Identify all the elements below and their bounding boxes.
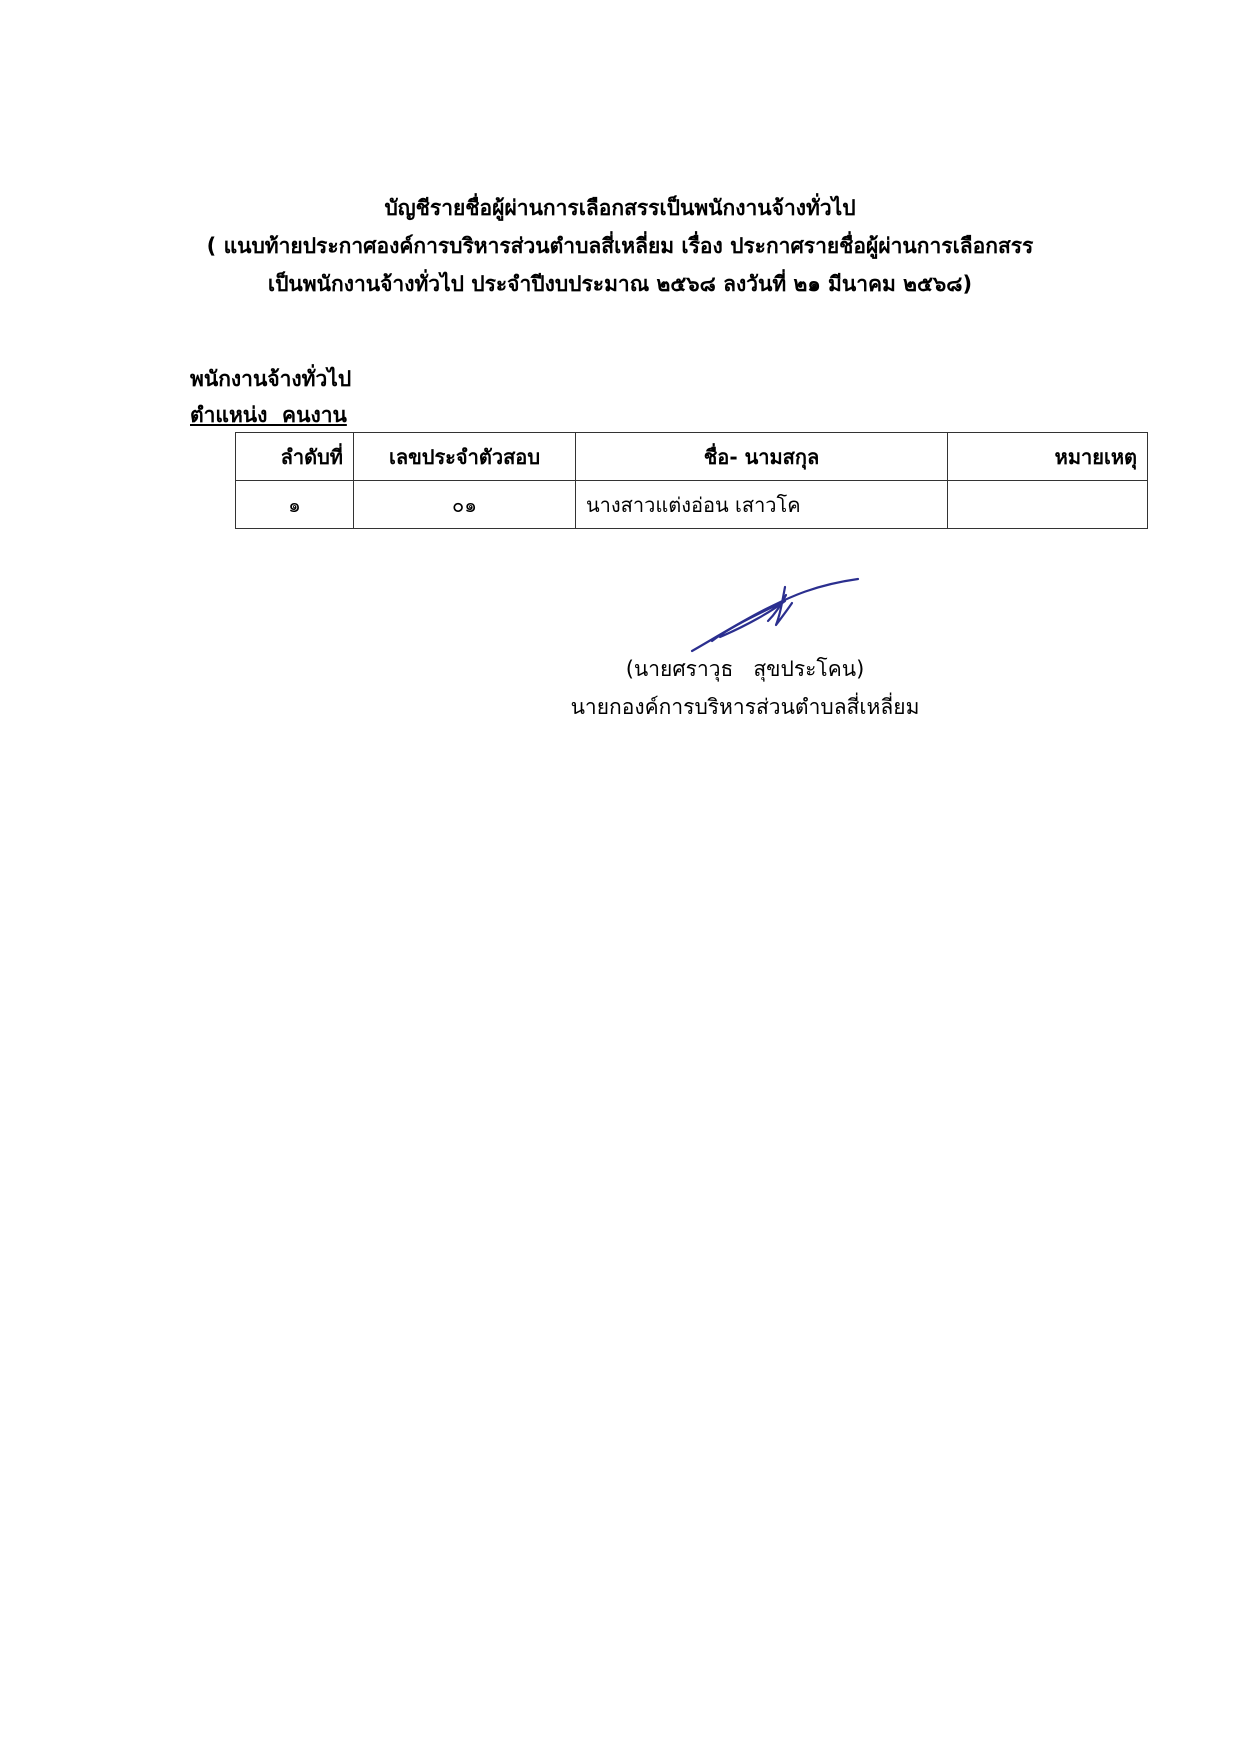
signer-name: (นายศราวุธ สุขประโคน) <box>625 657 865 681</box>
document-title-line-2: ( แนบท้ายประกาศองค์การบริหารส่วนตำบลสี่เหลี่ยม เรื่อง ประกาศรายชื่อผู้ผ่านการเลือกสรร <box>206 234 1034 258</box>
position-line: ตำแหน่ง คนงาน <box>190 403 347 427</box>
column-header-remarks: หมายเหตุ <box>948 433 1148 481</box>
signature-stroke-loop <box>712 601 785 641</box>
signature-strokes <box>692 579 858 651</box>
cell-full-name: นางสาวแต่งอ่อน เสาวโค <box>576 481 948 529</box>
table-row <box>236 481 1148 529</box>
signer-title: นายกองค์การบริหารส่วนตำบลสี่เหลี่ยม <box>570 695 920 719</box>
document-title-line-1: บัญชีรายชื่อผู้ผ่านการเลือกสรรเป็นพนักงานจ้างทั่วไป <box>384 196 856 220</box>
cell-order: ๑ <box>236 481 354 529</box>
section-heading: พนักงานจ้างทั่วไป <box>190 367 352 391</box>
document-title-line-3: เป็นพนักงานจ้างทั่วไป ประจำปีงบประมาณ ๒๕๖๘ ลงวันที่ ๒๑ มีนาคม ๒๕๖๘) <box>267 272 973 296</box>
signature-stroke-main <box>692 579 858 651</box>
cell-exam-id: ๐๑ <box>354 481 576 529</box>
column-header-full-name: ชื่อ- นามสกุล <box>576 433 948 481</box>
table-header-row <box>236 433 1148 481</box>
candidate-table <box>235 432 1148 529</box>
handwritten-signature <box>690 575 860 655</box>
column-header-order: ลำดับที่ <box>236 433 354 481</box>
cell-remarks <box>948 481 1148 529</box>
column-header-exam-id: เลขประจำตัวสอบ <box>354 433 576 481</box>
